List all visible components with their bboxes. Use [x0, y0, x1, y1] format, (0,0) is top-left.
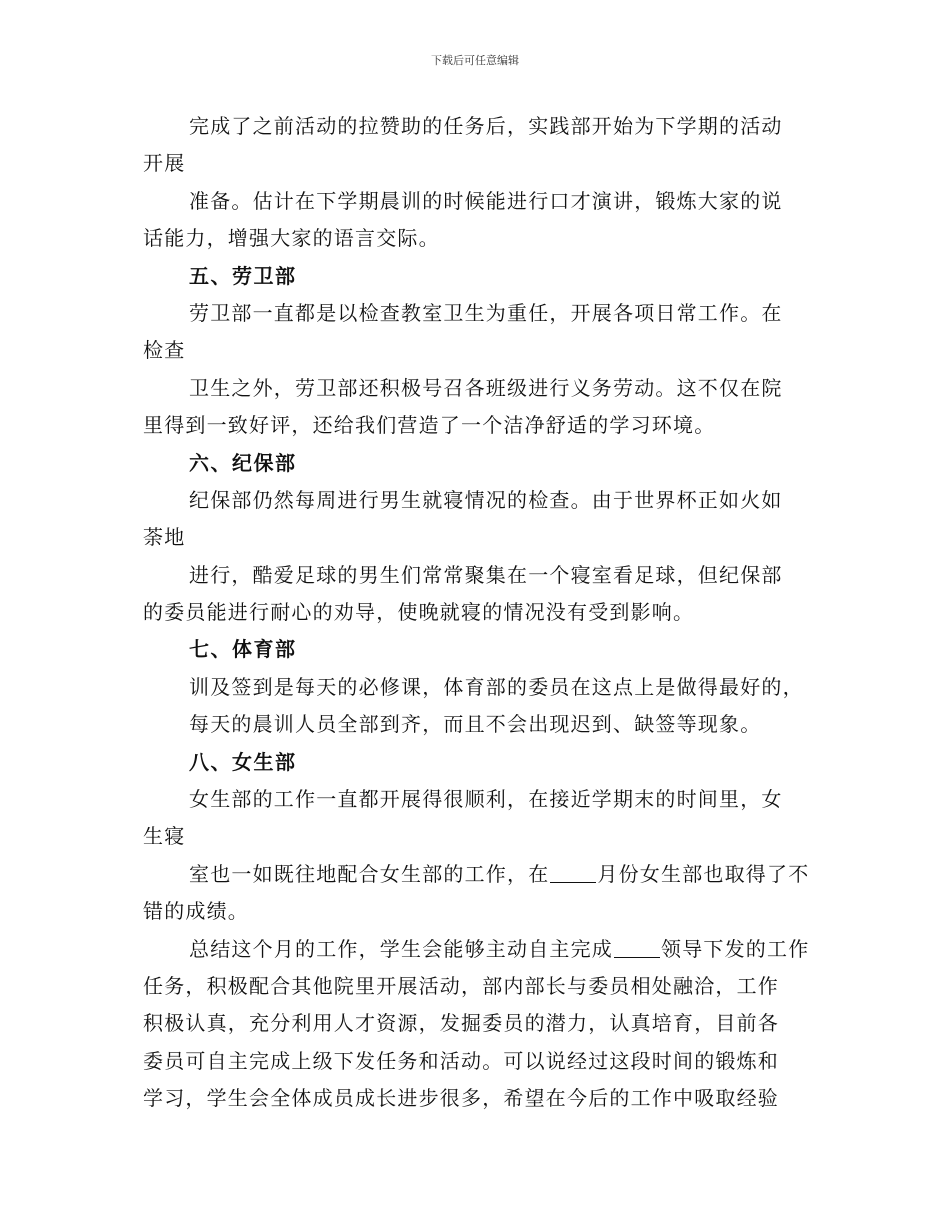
section-heading: 五、劳卫部: [189, 263, 297, 288]
page-header: 下载后可任意编辑: [431, 54, 519, 67]
paragraph-line: 每天的晨训人员全部到齐，而且不会出现迟到、缺签等现象。: [189, 712, 762, 737]
fill-in-blank: [614, 939, 660, 958]
document-body: [143, 108, 813, 1118]
paragraph-line: 委员可自主完成上级下发任务和活动。可以说经过这段时间的锻炼和: [143, 1048, 779, 1073]
paragraph-line: 荼地: [143, 525, 186, 550]
paragraph-line: 进行，酷爱足球的男生们常常聚集在一个寝室看足球，但纪保部: [189, 562, 783, 587]
paragraph-line: 学习，学生会全体成员成长进步很多，希望在今后的工作中吸取经验: [143, 1086, 779, 1111]
section-heading: 八、女生部: [189, 749, 297, 774]
paragraph-line: 训及签到是每天的必修课，体育部的委员在这点上是做得最好的，: [189, 674, 804, 699]
paragraph-line: 任务，积极配合其他院里开展活动，部内部长与委员相处融洽，工作: [143, 973, 779, 998]
paragraph-line: 劳卫部一直都是以检查教室卫生为重任，开展各项日常工作。在: [189, 300, 783, 325]
line-text-after: 月份女生部也取得了不: [597, 861, 810, 886]
paragraph-line: 纪保部仍然每周进行男生就寝情况的检查。由于世界杯正如火如: [189, 487, 783, 512]
paragraph-line: 话能力，增强大家的语言交际。: [143, 226, 440, 251]
paragraph-line: 的委员能进行耐心的劝导，使晚就寝的情况没有受到影响。: [143, 600, 695, 625]
paragraph-line: 开展: [143, 151, 186, 176]
paragraph-line: 积极认真，充分利用人才资源，发掘委员的潜力，认真培育，目前各: [143, 1011, 779, 1036]
section-heading: 六、纪保部: [189, 450, 297, 475]
line-text-before: 室也一如既往地配合女生部的工作，在: [189, 861, 550, 886]
paragraph-line: [143, 931, 813, 968]
fill-in-blank: [550, 864, 596, 883]
line-text-after: 领导下发的工作: [661, 936, 810, 961]
paragraph-line: 完成了之前活动的拉赞助的任务后，实践部开始为下学期的活动: [189, 114, 783, 138]
section-heading: 七、体育部: [189, 637, 297, 662]
paragraph-line: 女生部的工作一直都开展得很顺利，在接近学期末的时间里，女: [189, 787, 783, 812]
paragraph-line: 卫生之外，劳卫部还积极号召各班级进行义务劳动。这不仅在院: [189, 375, 783, 400]
paragraph-line: [143, 856, 813, 893]
line-text-before: 总结这个月的工作，学生会能够主动自主完成: [189, 936, 613, 961]
paragraph-line: 检查: [143, 338, 186, 363]
paragraph-line: 里得到一致好评，还给我们营造了一个洁净舒适的学习环境。: [143, 413, 716, 438]
paragraph-line: 生寝: [143, 824, 186, 849]
paragraph-line: 准备。估计在下学期晨训的时候能进行口才演讲，锻炼大家的说: [189, 188, 783, 213]
paragraph-line: 错的成绩。: [143, 899, 249, 924]
